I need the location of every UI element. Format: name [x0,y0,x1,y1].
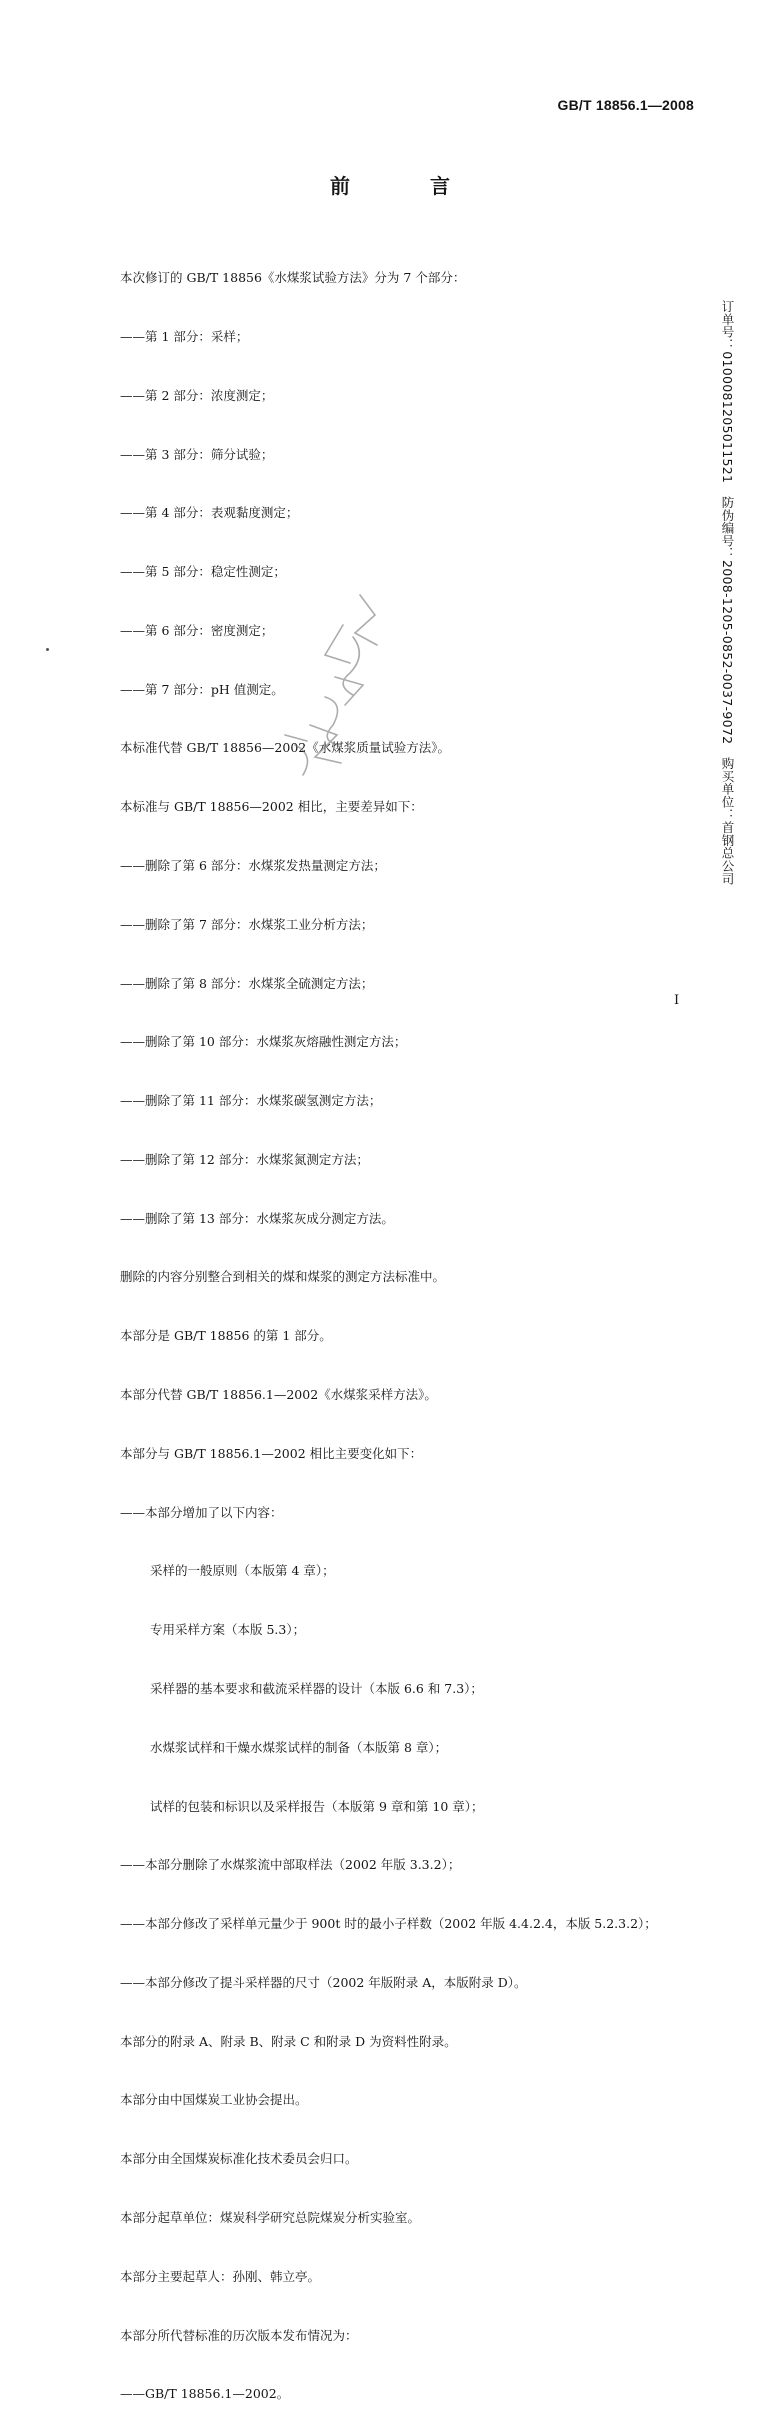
body-line: 采样器的基本要求和截流采样器的设计（本版 6.6 和 7.3）； [150,1680,483,1696]
body-line: ——第 7 部分：pH 值测定。 [120,681,284,697]
body-line: 本部分由中国煤炭工业协会提出。 [120,2092,308,2108]
body-line: ——本部分修改了采样单元量少于 900t 时的最小子样数（2002 年版 4.4.2.4，本版 5.2.3.2）； [120,1916,657,1932]
body-line: 删除的内容分别整合到相关的煤和煤浆的测定方法标准中。 [120,1269,446,1285]
body-line: 试样的包装和标识以及采样报告（本版第 9 章和第 10 章）； [150,1798,484,1814]
scan-speck [46,648,49,651]
page-number: I [674,993,680,1008]
body-line: 本部分是 GB/T 18856 的第 1 部分。 [120,1328,332,1344]
body-line: ——删除了第 12 部分：水煤浆氮测定方法； [120,1151,369,1167]
body-line: ——本部分删除了水煤浆流中部取样法（2002 年版 3.3.2）； [120,1857,461,1873]
body-line: ——本部分增加了以下内容： [120,1504,283,1520]
body-line: 本部分与 GB/T 18856.1—2002 相比主要变化如下： [120,1445,423,1461]
body-line: 采样的一般原则（本版第 4 章）； [150,1563,335,1579]
body-line: 本部分主要起草人：孙刚、韩立亭。 [120,2268,321,2284]
body-line: ——本部分修改了提斗采样器的尺寸（2002 年版附录 A，本版附录 D）。 [120,1974,527,1990]
body-line: ——删除了第 13 部分：水煤浆灰成分测定方法。 [120,1210,394,1226]
order-info-stamp: 订单号：0100081205011521 防伪编号：2008-1205-0852-0037-9072 购买单位：首钢总公司 [720,300,735,886]
body-line: ——GB/T 18856.1—2002。 [120,2386,290,2402]
body-line: 本部分所代替标准的历次版本发布情况为： [120,2327,358,2343]
body-line: 本部分起草单位：煤炭科学研究总院煤炭分析实验室。 [120,2209,421,2225]
body-line: 本部分的附录 A、附录 B、附录 C 和附录 D 为资料性附录。 [120,2033,457,2049]
body-line: 本标准代替 GB/T 18856—2002《水煤浆质量试验方法》。 [120,740,450,756]
document-body [120,229,720,2424]
body-line: ——第 4 部分：表观黏度测定； [120,505,299,521]
body-line: 本标准与 GB/T 18856—2002 相比，主要差异如下： [120,799,423,815]
body-line: ——第 6 部分：密度测定； [120,622,274,638]
body-line: 水煤浆试样和干燥水煤浆试样的制备（本版第 8 章）； [150,1739,448,1755]
body-line: 本次修订的 GB/T 18856《水煤浆试验方法》分为 7 个部分： [120,270,466,286]
body-line: 本部分由全国煤炭标准化技术委员会归口。 [120,2151,358,2167]
body-line: ——删除了第 7 部分：水煤浆工业分析方法； [120,916,374,932]
body-line: 专用采样方案（本版 5.3）； [150,1622,306,1638]
body-line: ——删除了第 8 部分：水煤浆全硫测定方法； [120,975,374,991]
body-line: ——第 5 部分：稳定性测定； [120,564,286,580]
body-line: 本部分代替 GB/T 18856.1—2002《水煤浆采样方法》。 [120,1387,437,1403]
body-line: ——删除了第 10 部分：水煤浆灰熔融性测定方法； [120,1034,407,1050]
body-line: ——删除了第 6 部分：水煤浆发热量测定方法； [120,858,386,873]
body-line: ——删除了第 11 部分：水煤浆碳氢测定方法； [120,1093,382,1109]
body-line: ——第 3 部分：筛分试验； [120,446,274,462]
page-title: 前 言 [330,174,480,198]
body-line: ——第 2 部分：浓度测定； [120,387,274,403]
standard-code: GB/T 18856.1—2008 [557,97,694,113]
body-line: ——第 1 部分：采样； [120,328,249,344]
